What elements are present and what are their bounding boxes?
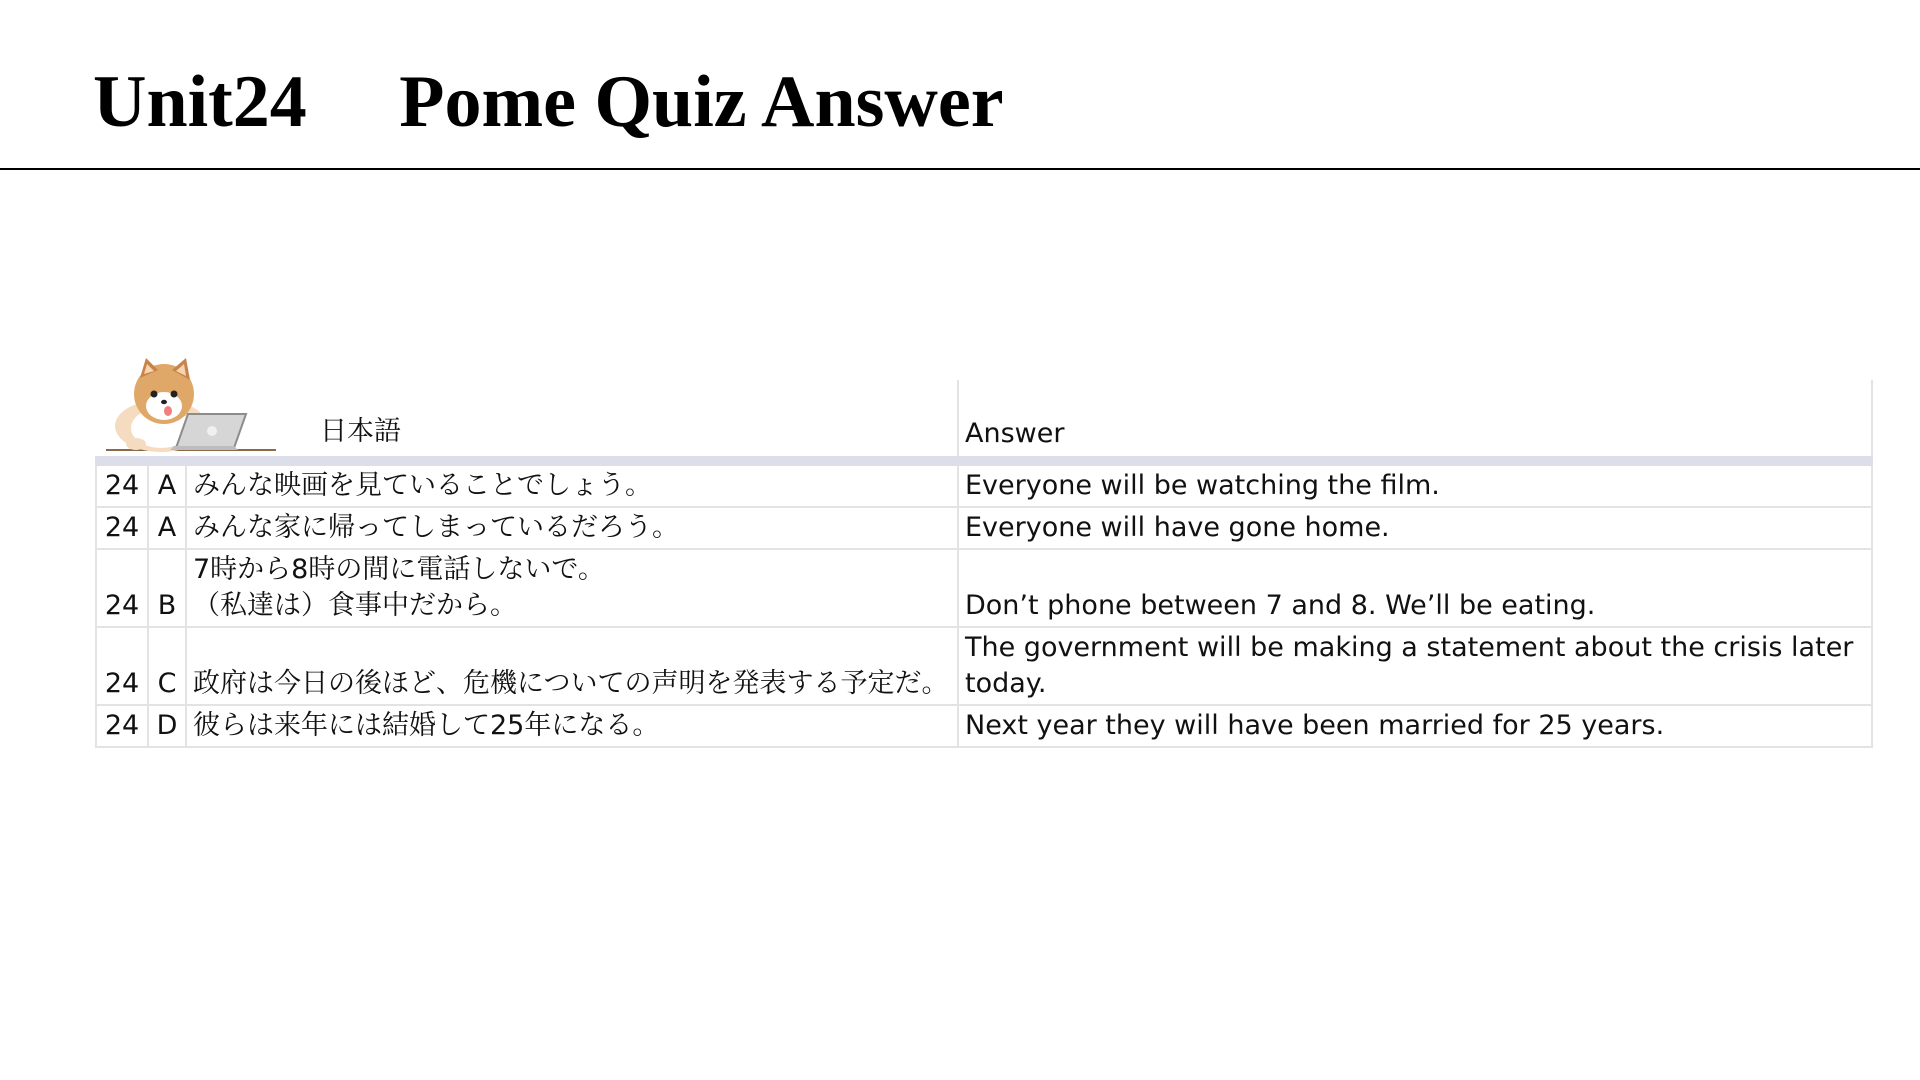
table-row — [96, 461, 1872, 507]
table-row — [96, 507, 1872, 549]
answer-sentence-cell: Everyone will have gone home. — [958, 507, 1872, 549]
page-title: Unit24 Pome Quiz Answer — [93, 61, 1004, 143]
pomeranian-with-laptop-icon — [106, 356, 276, 456]
answer-sentence-cell: The government will be making a statement about the crisis later today. — [958, 627, 1872, 705]
section-cell: D — [148, 705, 186, 747]
japanese-column-header: 日本語 — [320, 416, 401, 447]
answer-sentence-cell: Don’t phone between 7 and 8. We’ll be eating. — [958, 549, 1872, 627]
unit-cell: 24 — [96, 627, 148, 705]
answer-sentence-cell: Next year they will have been married for 25 years. — [958, 705, 1872, 747]
japanese-sentence-cell: みんな映画を見ていることでしょう。 — [186, 461, 958, 507]
answer-column-header: Answer — [958, 380, 1872, 461]
table-row — [96, 705, 1872, 747]
japanese-sentence-cell: 政府は今日の後ほど、危機についての声明を発表する予定だ。 — [186, 627, 958, 705]
unit-cell: 24 — [96, 507, 148, 549]
answer-sentence-cell: Everyone will be watching the film. — [958, 461, 1872, 507]
unit-cell: 24 — [96, 461, 148, 507]
table-header-row — [96, 380, 1872, 461]
unit-cell: 24 — [96, 705, 148, 747]
title-divider — [0, 168, 1920, 170]
section-cell: C — [148, 627, 186, 705]
section-cell: A — [148, 507, 186, 549]
japanese-sentence-cell: 7時から8時の間に電話しないで。 （私達は）食事中だから。 — [186, 549, 958, 627]
section-cell: B — [148, 549, 186, 627]
unit-cell: 24 — [96, 549, 148, 627]
section-cell: A — [148, 461, 186, 507]
japanese-sentence-cell: 彼らは来年には結婚して25年になる。 — [186, 705, 958, 747]
table-row — [96, 549, 1872, 627]
japanese-header-cell — [96, 380, 958, 461]
table-row — [96, 627, 1872, 705]
quiz-answer-table — [95, 380, 1873, 748]
japanese-sentence-cell: みんな家に帰ってしまっているだろう。 — [186, 507, 958, 549]
